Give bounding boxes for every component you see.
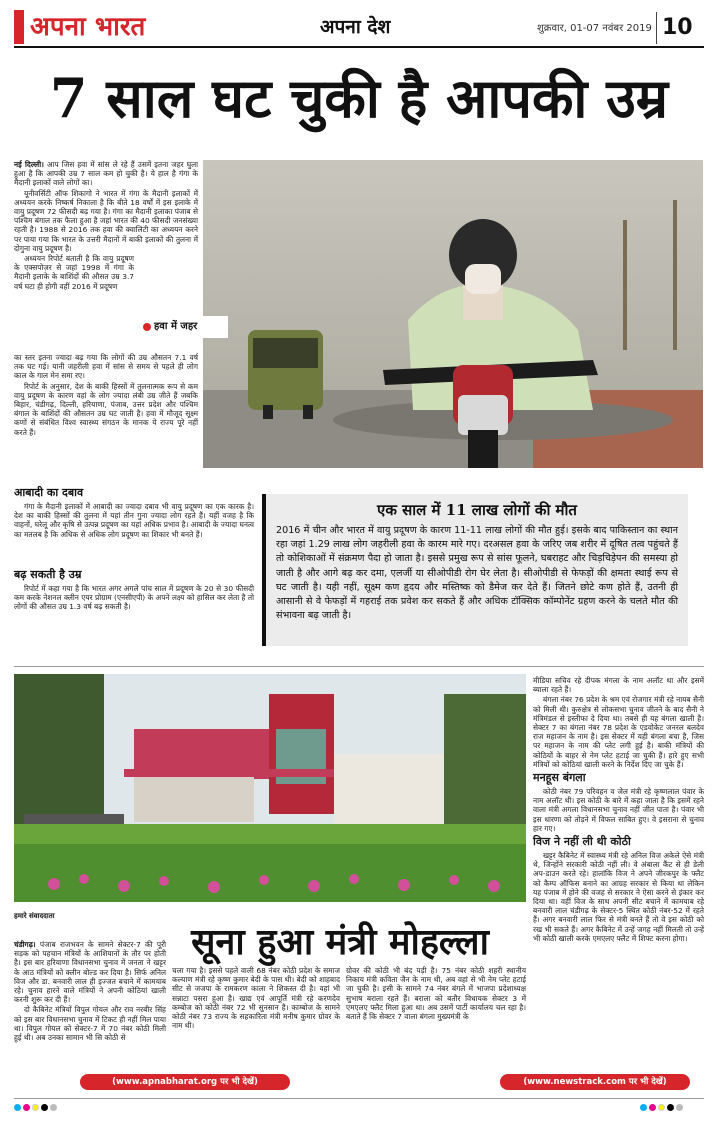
photo-badge bbox=[138, 316, 228, 338]
yellow-dot-icon bbox=[658, 1104, 665, 1111]
story1-para3b: का स्तर इतना ज्यादा बढ़ गया कि लोगों की उम्र औसतन 7.1 वर्ष तक घट गई। यानी जहरीली हवा में सांस से समय से पहले ही लोग काल के गाल मेन समा रए। bbox=[14, 353, 198, 381]
masthead-red-bar bbox=[14, 10, 24, 44]
magenta-dot-icon bbox=[23, 1104, 30, 1111]
story1-para4: रिपोर्ट के अनुसार, देश के बाकी हिस्सों में तुलनात्मक रूप से कम वायु प्रदूषण के कारण वहां के लोग ज्यादा लंबी उम्र जीते हैं जबकि बिहार, चंडीगढ़, दिल्ली, हरियाणा, पंजाब, उत्तर प्रदेश और पश्चिम बंगाल के बाशिंदों की औसतन उम्र घट जाती है। हवा में मौजूद सूक्ष्म कणों से संबंधित विश्व स्वास्थ्य संगठन के मानक ये राज्य पूरे नहीं करते हैं। bbox=[14, 381, 198, 437]
story1-column-cont bbox=[14, 353, 198, 438]
story2-headline: सूना हुआ मंत्री मोहल्ला bbox=[191, 921, 489, 963]
yellow-dot-icon bbox=[32, 1104, 39, 1111]
subsection-population-body: गंगा के मैदानी इलाकों में आबादी का ज्यादा दबाव भी वायु प्रदूषण का एक कारक है। देश का बाकी हिस्सों की तुलना में यहां तीन गुना ज्यादा लोग रहते हैं। यहीं वजह है कि वाहनों, घरेलू और कृषि से उत्पन्न प्रदूषण का यहां अधिक प्रभाव है। आबादी के ज्यादा घनत्व का मतलब है कि अधिक से अधिक लोग प्रदूषण का शिकार भी बनते हैं। bbox=[14, 502, 254, 539]
story1-intro: आप जिस हवा में सांस ले रहे हैं उसमें इतना जहर घुला हुआ है कि आपकी उम्र 7 साल कम हो चुकी है। ये हाल है गंगा के मैदानी इलाकों वाले लोगों का। bbox=[14, 160, 199, 188]
grey-dot-icon bbox=[676, 1104, 683, 1111]
story2-col3 bbox=[346, 966, 526, 1022]
newstrack-link[interactable]: (www.newstrack.com पर भी देखें) bbox=[500, 1074, 690, 1090]
infobox-title: एक साल में 11 लाख लोगों की मौत bbox=[377, 501, 577, 519]
deaths-infobox bbox=[262, 494, 688, 646]
pollution-photo bbox=[203, 160, 703, 468]
magenta-dot-icon bbox=[649, 1104, 656, 1111]
page-number: 10 bbox=[662, 15, 693, 40]
story2-r3: कोठी नंबर 79 परिवहन व जेल मंत्री रहे कृष्णलाल पंवार के नाम अलॉट थी। इस कोठी के बारे में कहा जाता है कि इसमें रहने वाला मंत्री अगला विधानसभा चुनाव नहीं जीत पाता है। पंवार भी इस धारणा को तोड़ने में विफल साबित हुए। वे इसराना से चुनाव हार गए। bbox=[533, 787, 704, 833]
subsection-lifespan-body: रिपोर्ट में कहा गया है कि भारत अगर अगले पांच साल में प्रदूषण के 20 से 30 फीसदी कम करके नेशनल क्लीन एयर प्रोग्राम (एनसीएपी) के अपने लक्ष्य को हासिल कर लेता है तो लोगों की औसत उम्र 1.3 वर्ष बढ़ सकती है। bbox=[14, 584, 254, 612]
section-divider bbox=[14, 666, 704, 667]
cyan-dot-icon bbox=[640, 1104, 647, 1111]
story2-r1: मीडिया सचिव रहे दीपक मंगला के नाम अलॉट था और इसमें ब्याला रहते हैं। bbox=[533, 676, 704, 695]
story2-c1: पंजाब राजभवन के सामने सेक्टर-7 की पूरी सड़क को पहचान मंत्रियों के आशियानों के तौर पर होती है। इस बार हरियाणा विधानसभा चुनाव में जनता ने खट्टर के आठ मंत्रियों को क्लीन बोल्ड कर दिया है। सिर्फ अनिल विज और डा. बनवारी लाल ही इज्जत बचाने में कामयाब रहे। चुनाव हारने वाले मंत्रियों ने अपनी कोठियां खाली करनी शुरू कर दी हैं। bbox=[14, 940, 166, 1005]
story2-c2: चला गया है। इससे पहले वाली 68 नंबर कोठी प्रदेश के समाज कल्याण मंत्री रहे कृष्ण कुमार बेदी के पास थी। बेदी को शाहबाद सीट से जजपा के रामकरण काला ने शिकस्त दी है। वहां भी सन्नाटा पसरा हुआ है। खाद्य एवं आपूर्ति मंत्री रहे करणदेव कम्बोज को कोठी नंबर 72 भी सुनसान है। काम्बोज के सामने कोठी नंबर 73 राज्य के सहकारिता मंत्री मनीष कुमार ग्रोवर के नाम थी। bbox=[172, 966, 340, 1031]
story2-dateline: चंडीगढ़। bbox=[14, 940, 36, 949]
rider-in-smog-image bbox=[203, 160, 703, 468]
dateline-lead: नई दिल्ली। bbox=[14, 160, 44, 169]
registration-marks bbox=[14, 1104, 57, 1111]
story2-col2 bbox=[172, 966, 340, 1031]
dateline: शुक्रवार, 01-07 नवंबर 2019 bbox=[537, 23, 652, 34]
photo-badge-label: हवा में जहर bbox=[154, 321, 198, 332]
subhead-population: आबादी का दबाव bbox=[14, 486, 84, 499]
main-headline: 7 साल घट चुकी है आपकी उम्र bbox=[49, 66, 669, 130]
cyan-dot-icon bbox=[14, 1104, 21, 1111]
story1-para2: यूनीवर्सिटी ऑफ शिकागो ने भारत में गंगा के मैदानी इलाकों में अध्ययन करके निष्कर्ष निकाला है कि बीते 18 वर्षों में इस इलाके में वायु प्रदूषण 72 फीसदी बढ़ गया है। गंगा का मैदानी इलाका पंजाब से पश्चिम बंगाल तक फैला हुआ है जहां भारत की 40 फीसदी जनसंख्या रहती है। 1988 से 2016 तक हवा की क्वालिटी का अध्ययन करने पर पाया गया कि भारत के उत्तरी मैदानों में बाकी इलाकों की तुलना में दोगुना वायु प्रदूषण है। bbox=[14, 188, 198, 253]
story1-para3a: अध्ययन रिपोर्ट बताती है कि वायु प्रदूषण के एक्सपोज़र से जहां 1998 में गंगा के मैदानी इलाके के बाशिंदों की औसत उम्र 3.7 वर्ष घटा ही होगी वहीं 2016 में प्रदूषण bbox=[14, 254, 134, 291]
story2-col1 bbox=[14, 940, 166, 1043]
subhead-lifespan: बढ़ सकती है उम्र bbox=[14, 568, 82, 581]
subsection-lifespan bbox=[14, 568, 254, 612]
story2-c3: ग्रोवर की कोठी भी बंद पड़ी है। 75 नंबर कोठी शहरी स्थानीय निकाय मंत्री कविता जैन के नाम थी, अब वहां से भी नेम प्लेट हटाई जा चुकी है। इसी के सामने 74 नंबर बंगले में भाजपा प्रदेशाध्यक्ष सुभाष बराला रहते हैं। बराला को बतौर विधायक सेक्टर 3 में एमएलए फ्लैट मिला हुआ था। अब उसमें पार्टी कार्यालय चल रहा है। बताते हैं कि सेक्टर 7 वाला बंगला मुख्यमंत्री के bbox=[346, 966, 526, 1022]
subhead-vij: विज ने नहीं ली थी कोठी bbox=[533, 835, 631, 849]
story2-c1b: दो कैबिनेट मंत्रियों विपुल गोयल और राव नरबीर सिंह को इस बार विधानसभा चुनाव में टिकट ही नहीं मिल पाया था। विपुल गोयल को सेक्टर-7 में 70 नंबर कोठी मिली हुई थी। अब उनका सामान भी सि कोठी से bbox=[14, 1005, 166, 1043]
ministers-bungalow-photo bbox=[14, 674, 526, 902]
story1-column bbox=[14, 160, 198, 292]
subhead-unlucky-bungalow: मनहूस बंगला bbox=[533, 771, 586, 785]
header-rule bbox=[14, 46, 704, 48]
subsection-population bbox=[14, 486, 254, 539]
black-dot-icon bbox=[667, 1104, 674, 1111]
bungalow-image bbox=[14, 674, 526, 902]
black-dot-icon bbox=[41, 1104, 48, 1111]
grey-dot-icon bbox=[50, 1104, 57, 1111]
masthead: अपना भारत bbox=[30, 12, 146, 42]
registration-marks-right bbox=[640, 1104, 683, 1111]
story2-r2: बंगला नंबर 76 प्रदेश के श्रम एवं रोजगार मंत्री रहे नायब सैनी को मिली थी। कुरुक्षेत्र से लोकसभा चुनाव जीतने के बाद सैनी ने मंत्रिमंडल से इस्तीफा दे दिया था। तबसे ही यह बंगला खाली है। सेक्टर 7 का बंगला नंबर 78 प्रदेश के एडवोकेट जनरल बलदेव राज महाजन के नाम है। इस सेक्टर में यही बंगला बचा है, जिस पर महाजन के नाम की प्लेट लगी हुई है। बाकी मंत्रियों की कोठियों के बाहर से नेम प्लेट हटाई जा चुकी हैं। हारे हुए सभी मंत्रियों को कोठियां खाली करने के निर्देश दिए जा चुके हैं। bbox=[533, 695, 704, 769]
story2-right-column bbox=[533, 676, 704, 944]
story2-r4: खट्टर कैबिनेट में स्वास्थ्य मंत्री रहे अनिल विज अकेले ऐसे मंत्री थे, जिन्होंने सरकारी कोठी नहीं ली। वे अंबाला कैंट से ही डेली अप-डाउन करते रहे। हालांकि विज ने अपने जीरकपुर के फ्लैट को कैम्प ऑफिस बनाने का आग्रह सरकार से किया था लेकिन यह पंजाब में होने की वजह से सरकार ने ऐसा करने से इंकार कर दिया था। वहीं विज के साथ अपनी सीट बचाने में कामयाब रहे बनवारी लाल चंडीगढ़ के सेक्टर-5 स्थित कोठी नंबर-52 में रहते हैं। अगर बनवारी लाल फिर से मंत्री बनते हैं तो वे इस कोठी को रख भी सकते हैं। अगर कैबिनेट में उन्हें जगह नहीं मिलती तो उन्हें भी कोठी खाली करके एमएलए फ्लैट में शिफ्ट करना होगा। bbox=[533, 851, 704, 943]
section-title: अपना देश bbox=[320, 16, 391, 38]
reporter-credit: हमारे संवाददाता bbox=[14, 912, 55, 920]
apnabharat-link[interactable]: (www.apnabharat.org पर भी देखें) bbox=[80, 1074, 290, 1090]
page-number-divider bbox=[656, 12, 657, 44]
footer-rule bbox=[14, 1098, 704, 1099]
infobox-body: 2016 में चीन और भारत में वायु प्रदूषण के कारण 11-11 लाख लोगों की मौत हुई। इसके बाद पाकिस्तान का स्थान रहा जहां 1.29 लाख लोग जहरीली हवा के कारम मारे गए। दरअसल हवा के जरिए जब शरीर में दूषित तत्व पहुंचते हैं तो कोशिकाओं में संक्रमण पैदा हो जाता है। इससे प्रमुख रूप से सांस फूलने, घबराहट और चिड़चिड़ेपन की समस्या हो जाती है और आगे बढ़ कर दमा, एलर्जी या सीओपीडी रोग घेर लेता है। सीओपीडी से फेफड़ों की क्षमता स्थाई रूप से घट जाती है। यही नहीं, सूक्ष्म कण हृदय और मस्तिष्क को डैमेज कर देते हैं। जितने छोटे कण होते हैं, उतनी ही आसानी से वे फेफड़ों में गहराई तक प्रवेश कर सकते हैं और अधिक टॉक्सिक कॉम्पोनेंट ग्रहण करने के चलते मौत की संभावना बढ़ जाती है। bbox=[276, 525, 679, 622]
red-bullet-icon bbox=[143, 323, 151, 331]
